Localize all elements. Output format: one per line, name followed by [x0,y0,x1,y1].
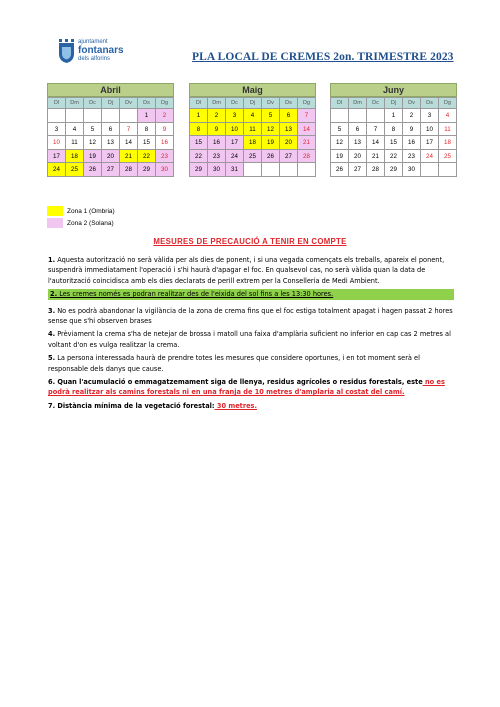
calendar-day: 3 [48,123,66,137]
legend-label: Zona 2 (Solana) [67,219,114,227]
calendar-day: 5 [331,123,349,137]
calendar-day: 20 [349,150,367,164]
measures-heading: MESURES DE PRECAUCIÓ A TENIR EN COMPTE [153,237,347,246]
calendar-empty-cell [244,163,262,177]
calendar-day: 13 [280,123,298,137]
calendar-day: 12 [331,136,349,150]
logo-line-1: ajuntament [78,39,108,45]
calendar-day: 6 [349,123,367,137]
calendar-day: 30 [156,163,174,177]
calendar-day: 30 [403,163,421,177]
calendar-day: 19 [84,150,102,164]
calendar-month-title: Abril [47,83,174,97]
weekday-header: Dc [367,98,385,109]
calendar-day: 14 [367,136,385,150]
calendar-empty-cell [421,163,439,177]
calendar-day: 25 [66,163,84,177]
weekday-header: Dv [262,98,280,109]
calendar-day: 24 [421,150,439,164]
calendar-day: 5 [262,109,280,123]
calendar-day: 2 [208,109,226,123]
calendar-day: 29 [190,163,208,177]
calendar-day: 10 [226,123,244,137]
calendar-grid [189,97,316,177]
calendar-day: 27 [102,163,120,177]
calendar-day: 27 [280,150,298,164]
calendar-day: 27 [349,163,367,177]
weekday-header: Ds [280,98,298,109]
measure-text: La persona interessada haurà de prendre totes les mesures que considere oportunes, i en tot moment serà el responsable dels danys que cause. [48,354,420,373]
calendar-day: 16 [208,136,226,150]
measure-warning: no es podrà realitzar als camins forestals ni en una franja de 10 metres d'amplaria al costat del camí. [48,378,445,397]
calendar-day: 6 [102,123,120,137]
calendar-day: 9 [403,123,421,137]
calendar-day: 7 [367,123,385,137]
calendar-day: 9 [208,123,226,137]
measure-number: 5. [48,354,56,363]
calendar-empty-cell [48,109,66,123]
weekday-header: Dc [84,98,102,109]
page-title: PLA LOCAL DE CREMES 2on. TRIMESTRE 2023 [192,51,454,63]
measure-3 [48,306,454,327]
legend-swatch [47,218,63,228]
calendar-day: 16 [403,136,421,150]
logo-text [78,39,124,63]
logo-line-3: dels alforins [78,56,111,62]
weekday-header: Dm [66,98,84,109]
measure-text: No es podrà abandonar la vigilància de la zona de crema fins que el foc estiga totalment apagat i hagen passat 2 hores sense que s'hi observen brases [48,306,453,326]
calendar-day: 13 [349,136,367,150]
calendar-day: 11 [244,123,262,137]
weekday-header: Dj [385,98,403,109]
calendar-day: 24 [226,150,244,164]
measure-7 [48,401,454,411]
calendar-empty-cell [298,163,316,177]
calendar-day: 18 [244,136,262,150]
calendar-empty-cell [66,109,84,123]
calendar-day: 26 [331,163,349,177]
measure-number: 2. [50,290,58,299]
weekday-header: Dj [102,98,120,109]
calendar-grid [47,97,174,177]
calendar-day: 5 [84,123,102,137]
calendar-day: 8 [190,123,208,137]
calendar-day: 25 [244,150,262,164]
calendar-april [47,83,174,177]
calendar-day: 23 [208,150,226,164]
calendar-day: 2 [156,109,174,123]
calendar-day: 21 [120,150,138,164]
calendar-day: 14 [120,136,138,150]
measure-text: Prèviament la crema s'ha de netejar de brossa i matoll una faixa d'amplària suficient no inferior en cap cas 2 metres al voltant d'on es vulga realitzar la crema. [48,330,451,349]
weekday-header: Dl [190,98,208,109]
calendar-empty-cell [331,109,349,123]
calendar-empty-cell [262,163,280,177]
zone-legend [47,206,115,230]
calendar-day: 17 [226,136,244,150]
calendar-day: 25 [439,150,457,164]
measure-number: 4. [48,330,56,339]
weekday-header: Dv [403,98,421,109]
calendar-day: 6 [280,109,298,123]
calendar-day: 21 [367,150,385,164]
measure-6 [48,377,454,398]
calendar-day: 1 [385,109,403,123]
weekday-header: Dm [208,98,226,109]
weekday-header: Dl [331,98,349,109]
calendar-day: 21 [298,136,316,150]
calendar-day: 23 [403,150,421,164]
measure-4 [48,329,454,350]
calendar-day: 28 [367,163,385,177]
calendar-day: 13 [102,136,120,150]
calendar-day: 7 [120,123,138,137]
weekday-header: Ds [421,98,439,109]
logo-line-2: fontanars [78,45,124,56]
calendar-day: 7 [298,109,316,123]
calendar-june [330,83,457,177]
measure-warning: 30 metres. [214,401,257,410]
calendar-day: 24 [48,163,66,177]
calendar-month-title: Juny [330,83,457,97]
measure-5 [48,353,454,374]
weekday-header: Dg [439,98,457,109]
calendar-day: 28 [298,150,316,164]
calendar-empty-cell [280,163,298,177]
calendar-day: 12 [84,136,102,150]
calendar-day: 17 [48,150,66,164]
calendar-empty-cell [84,109,102,123]
measure-2 [48,289,454,299]
legend-swatch [47,206,63,216]
coat-of-arms-icon [58,39,75,63]
calendar-day: 15 [138,136,156,150]
calendar-grid [330,97,457,177]
calendar-day: 29 [138,163,156,177]
calendar-day: 26 [84,163,102,177]
calendar-empty-cell [439,163,457,177]
calendar-day: 14 [298,123,316,137]
calendar-day: 4 [66,123,84,137]
calendar-day: 15 [385,136,403,150]
legend-zone-2 [47,218,115,228]
calendar-month-title: Maig [189,83,316,97]
calendar-empty-cell [120,109,138,123]
calendar-day: 19 [262,136,280,150]
calendar-empty-cell [349,109,367,123]
calendar-day: 17 [421,136,439,150]
calendar-day: 8 [138,123,156,137]
calendar-day: 16 [156,136,174,150]
weekday-header: Ds [138,98,156,109]
calendar-day: 12 [262,123,280,137]
calendar-empty-cell [102,109,120,123]
calendar-day: 10 [48,136,66,150]
calendar-day: 19 [331,150,349,164]
measure-1 [48,255,454,286]
calendar-day: 23 [156,150,174,164]
calendar-day: 28 [120,163,138,177]
legend-label: Zona 1 (Ombria) [67,207,115,215]
calendar-empty-cell [367,109,385,123]
weekday-header: Dl [48,98,66,109]
calendar-day: 1 [190,109,208,123]
measure-text-bold: 7. Distància mínima de la vegetació forestal: [48,401,215,410]
calendar-day: 22 [190,150,208,164]
calendar-day: 20 [102,150,120,164]
calendar-day: 3 [421,109,439,123]
measure-number: 1. [48,256,56,264]
calendar-day: 29 [385,163,403,177]
calendar-day: 4 [439,109,457,123]
calendar-day: 22 [385,150,403,164]
calendar-day: 26 [262,150,280,164]
measure-number: 3. [48,306,56,315]
legend-zone-1 [47,206,115,216]
calendar-day: 11 [439,123,457,137]
calendar-day: 1 [138,109,156,123]
calendar-day: 4 [244,109,262,123]
calendar-day: 10 [421,123,439,137]
municipality-logo [58,37,126,67]
calendar-day: 3 [226,109,244,123]
weekday-header: Dj [244,98,262,109]
weekday-header: Dg [298,98,316,109]
calendar-day: 11 [66,136,84,150]
weekday-header: Dm [349,98,367,109]
calendar-day: 18 [439,136,457,150]
measures-list [48,255,454,414]
measure-text: Les cremes només es podran realitzar des de l'eixida del sol fins a les 13:30 hores. [57,290,334,299]
calendar-day: 22 [138,150,156,164]
calendar-day: 15 [190,136,208,150]
weekday-header: Dg [156,98,174,109]
calendar-day: 8 [385,123,403,137]
calendar-day: 31 [226,163,244,177]
calendar-day: 2 [403,109,421,123]
calendar-day: 20 [280,136,298,150]
calendar-day: 18 [66,150,84,164]
measure-text: Aquesta autorització no serà vàlida per als dies de ponent, i si una vegada començats els treballs, apareix el ponent, suspendrà immediatament l'operació i s'hi haurà d'apagar el foc. En qualsevol cas, no serà vàlida quan la data de l'autorització coincidisca amb els dies declarats de perill extrem per la Conselleria de Medi Ambient. [48,256,445,285]
calendar-day: 9 [156,123,174,137]
weekday-header: Dv [120,98,138,109]
calendar-may [189,83,316,177]
weekday-header: Dc [226,98,244,109]
calendar-day: 30 [208,163,226,177]
measure-text-bold: 6. Quan l'acumulació o emmagatzemament siga de llenya, residus agrícoles o residus forestals, este [48,378,423,387]
header [0,0,500,75]
